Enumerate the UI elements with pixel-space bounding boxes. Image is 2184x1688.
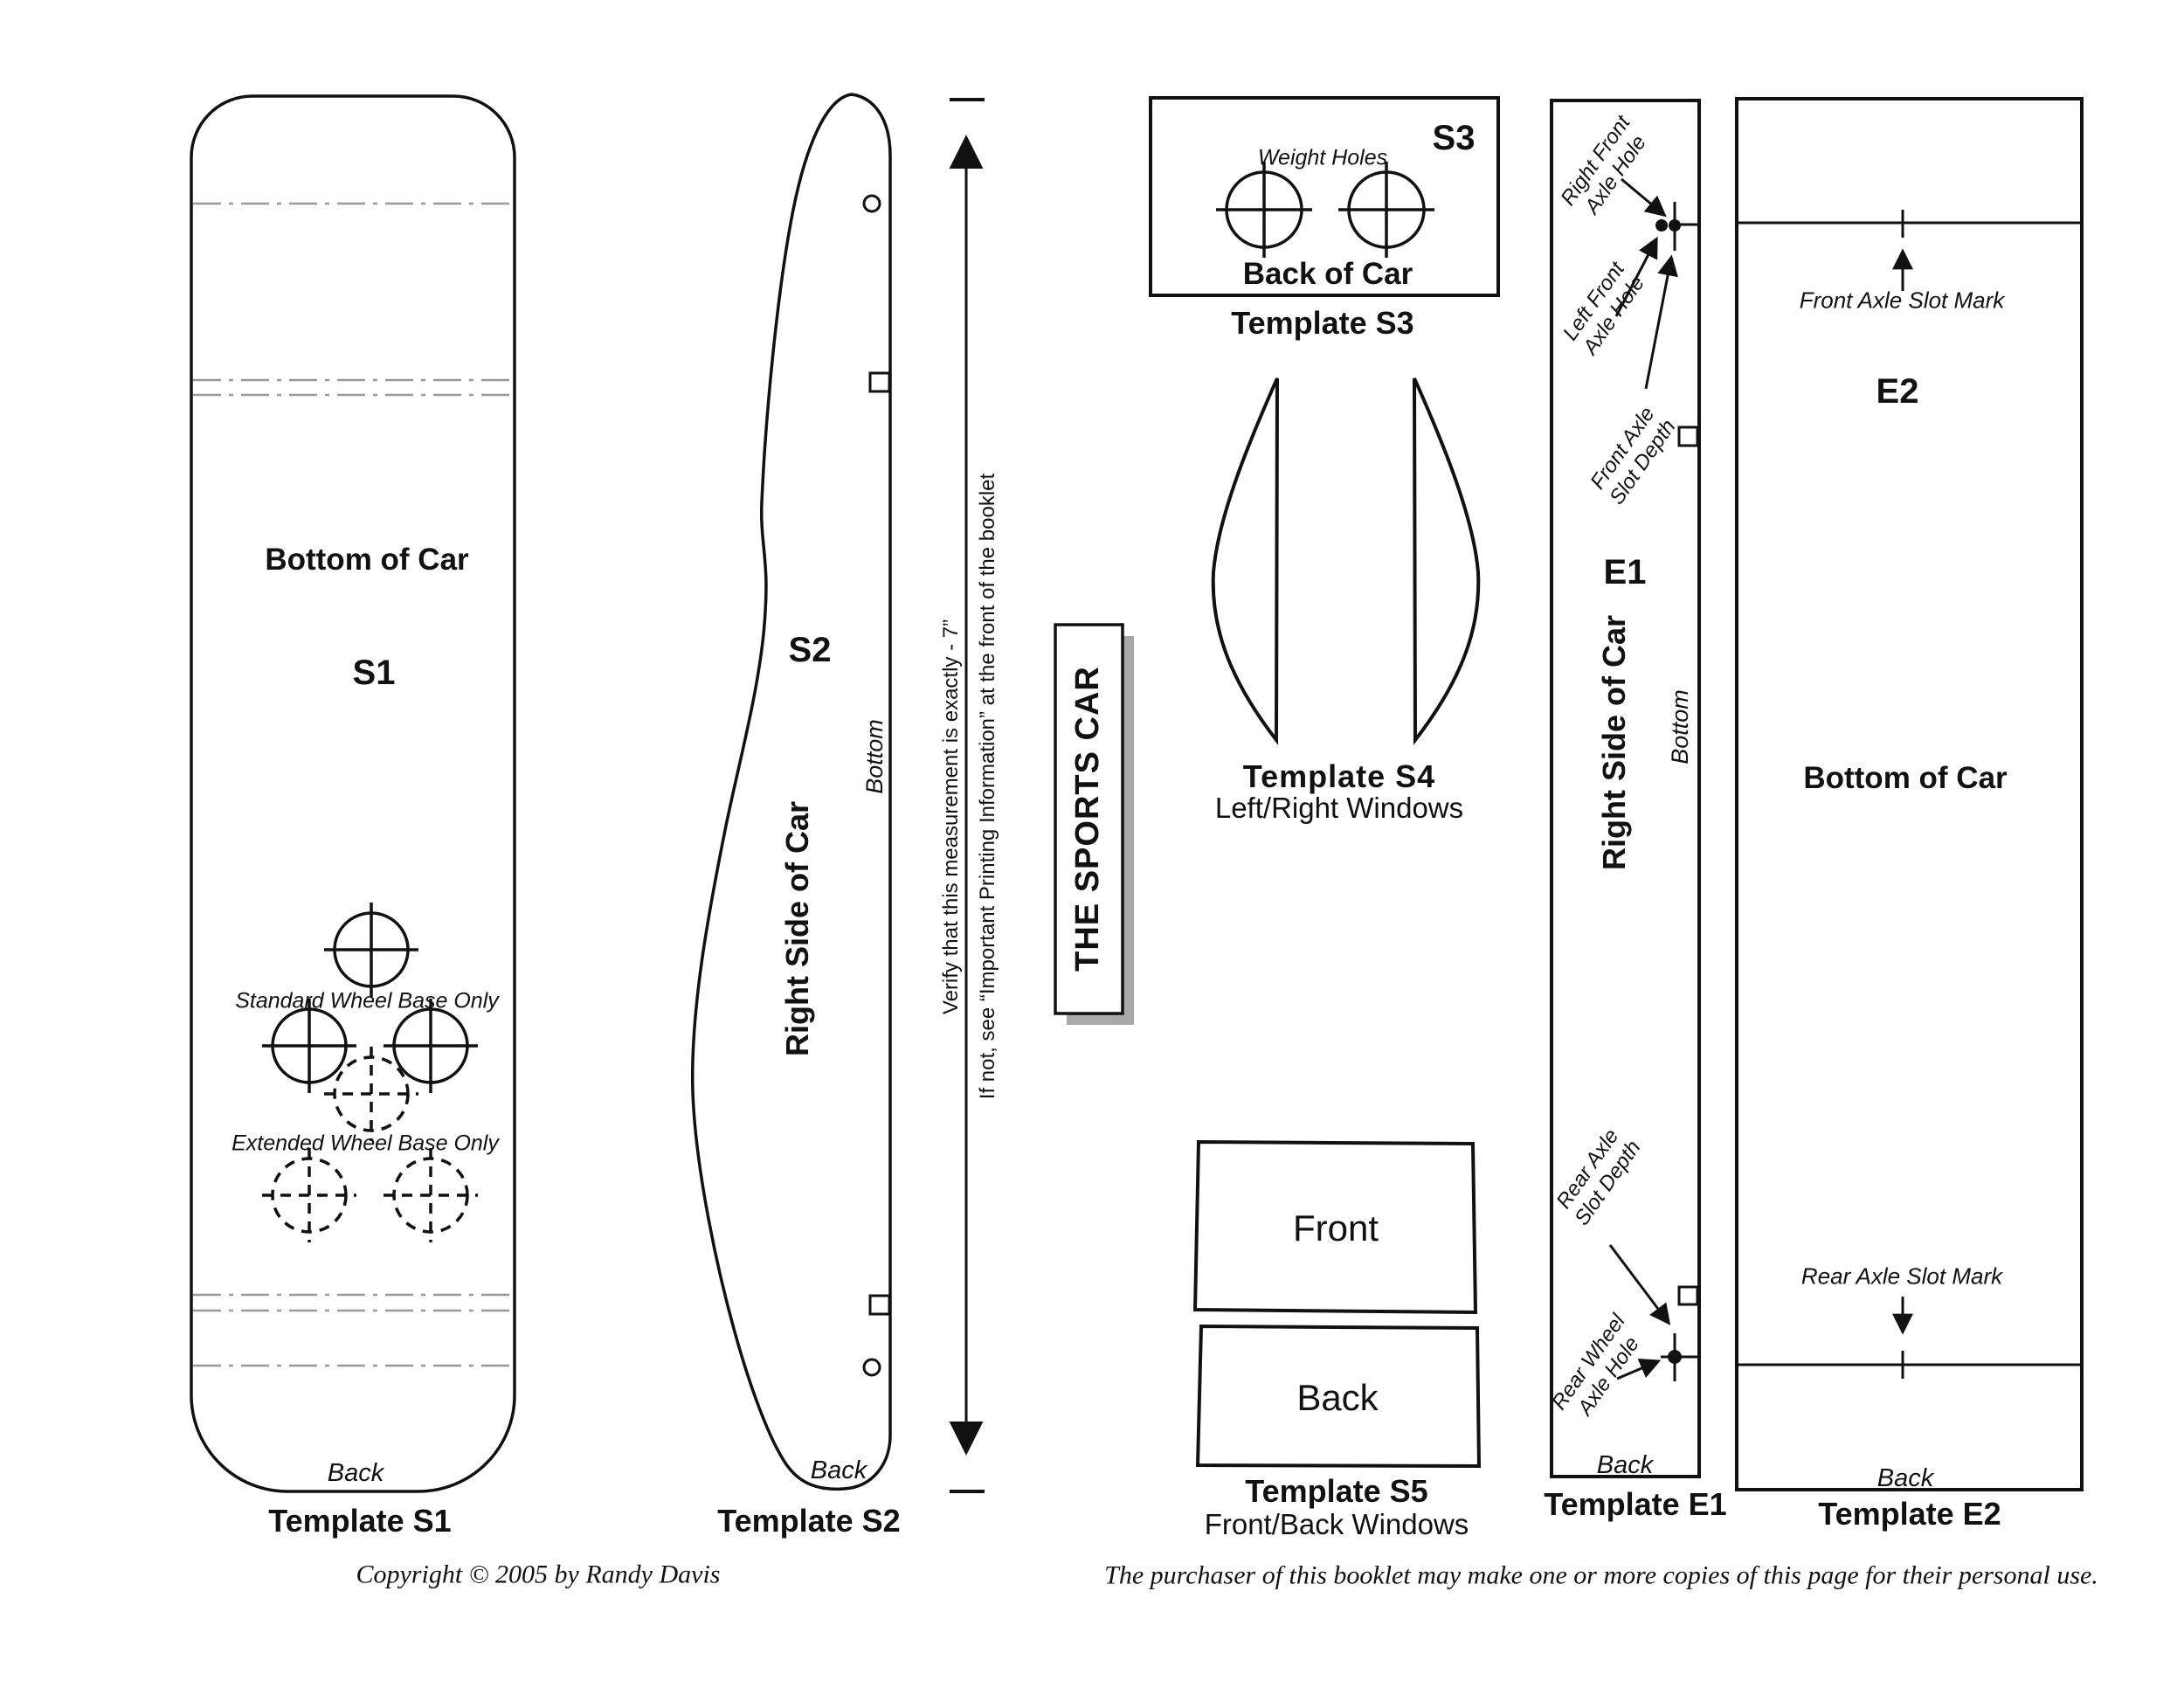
s3-weight-holes-label: Weight Holes bbox=[1257, 145, 1388, 170]
e1-caption: Template E1 bbox=[1544, 1486, 1727, 1523]
s2-face-label: Right Side of Car bbox=[779, 800, 816, 1057]
s5-caption: Template S5 bbox=[1245, 1473, 1428, 1510]
template-s2-outline bbox=[693, 94, 890, 1489]
s4-right-window bbox=[1414, 378, 1478, 740]
s2-rear-notch bbox=[870, 1296, 889, 1314]
s3-id-label: S3 bbox=[1432, 119, 1476, 157]
s2-caption: Template S2 bbox=[717, 1503, 901, 1539]
e1-bottom-label: Bottom bbox=[1667, 689, 1694, 764]
s4-subcaption: Left/Right Windows bbox=[1214, 791, 1464, 824]
e1-right-front-axle-hole-label: Right Front Axle Hole bbox=[1556, 111, 1651, 218]
e2-back-label: Back bbox=[1876, 1464, 1934, 1493]
e2-front-axle-slot-mark-label: Front Axle Slot Mark bbox=[1799, 287, 2005, 314]
s5-subcaption: Front/Back Windows bbox=[1204, 1507, 1469, 1540]
s1-back-label: Back bbox=[327, 1459, 384, 1488]
s1-face-label: Bottom of Car bbox=[265, 542, 469, 577]
s5-front-label: Front bbox=[1292, 1207, 1379, 1249]
s1-standard-wheelbase-note: Standard Wheel Base Only bbox=[235, 988, 499, 1013]
e1-back-label: Back bbox=[1596, 1451, 1654, 1480]
s1-id-label: S1 bbox=[352, 654, 396, 692]
e1-id-label: E1 bbox=[1603, 553, 1647, 591]
e1-left-front-axle-hole-label: Left Front Axle Hole bbox=[1558, 258, 1649, 359]
e1-rear-slot-notch bbox=[1679, 1287, 1697, 1304]
e1-left-front-axle-hole-dot bbox=[1655, 219, 1668, 232]
copyright-line: Copyright © 2005 by Randy Davis bbox=[356, 1560, 721, 1589]
s4-left-window bbox=[1213, 378, 1277, 740]
e2-id-label: E2 bbox=[1876, 372, 1919, 411]
s2-bottom-label: Bottom bbox=[861, 719, 888, 794]
page-title: THE SPORTS CAR bbox=[1069, 666, 1107, 972]
s3-caption: Template S3 bbox=[1231, 305, 1414, 342]
s2-id-label: S2 bbox=[788, 631, 832, 669]
template-s4-outline bbox=[1213, 378, 1479, 740]
s1-caption: Template S1 bbox=[268, 1503, 452, 1539]
s2-front-notch bbox=[870, 373, 889, 391]
e2-face-label: Bottom of Car bbox=[1803, 760, 2008, 795]
measurement-verify-note: Verify that this measurement is exactly - 7” bbox=[938, 619, 963, 1015]
s2-front-hole bbox=[864, 196, 880, 211]
s1-fold-lines bbox=[193, 204, 513, 1366]
s4-caption: Template S4 bbox=[1242, 758, 1436, 795]
license-line: The purchaser of this booklet may make one or more copies of this page for their personal use. bbox=[1104, 1560, 2098, 1590]
s3-face-label: Back of Car bbox=[1242, 256, 1413, 291]
e2-rear-axle-slot-mark-label: Rear Axle Slot Mark bbox=[1800, 1263, 2003, 1290]
e1-rear-axle-slot-depth-label: Rear Axle Slot Depth bbox=[1552, 1124, 1646, 1230]
e1-front-slot-notch bbox=[1679, 427, 1697, 446]
s2-back-label: Back bbox=[810, 1456, 867, 1485]
e1-front-axle-slot-depth-label: Front Axle Slot Depth bbox=[1586, 402, 1681, 509]
s3-weight-holes bbox=[1216, 162, 1434, 258]
s5-back-label: Back bbox=[1296, 1376, 1379, 1418]
measurement-ifnot-note: If not, see “Important Printing Information” at the front of the booklet bbox=[975, 473, 999, 1100]
e2-caption: Template E2 bbox=[1818, 1496, 2001, 1532]
e1-rear-wheel-axle-hole-label: Rear Wheel Axle Hole bbox=[1547, 1310, 1644, 1420]
s2-rear-hole bbox=[864, 1359, 880, 1375]
template-s1-outline bbox=[191, 96, 515, 1491]
s1-extended-wheelbase-note: Extended Wheel Base Only bbox=[232, 1131, 499, 1156]
e1-face-label: Right Side of Car bbox=[1596, 614, 1633, 871]
